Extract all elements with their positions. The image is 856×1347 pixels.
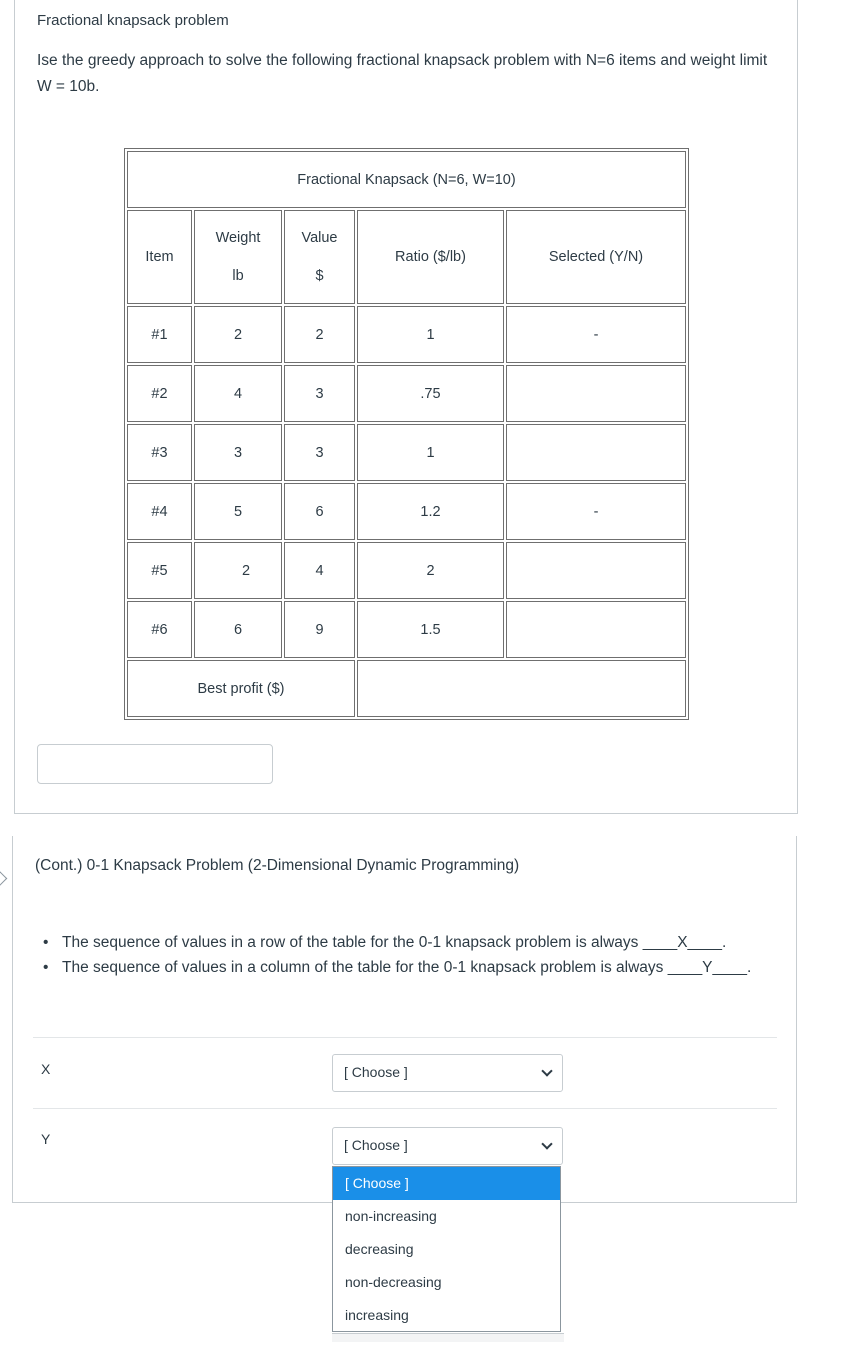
table-row xyxy=(127,483,686,540)
cell-item: #2 xyxy=(127,365,192,422)
best-profit-value xyxy=(357,660,686,717)
cell-item: #1 xyxy=(127,306,192,363)
cell-value: 3 xyxy=(284,424,355,481)
cell-value: 2 xyxy=(284,306,355,363)
cell-selected xyxy=(506,601,686,658)
cell-weight-text: 2 xyxy=(241,562,251,579)
question-description: Ise the greedy approach to solve the following fractional knapsack problem with N=6 items and weight limit W = 10b. xyxy=(37,52,768,95)
cell-weight: 5 xyxy=(194,483,282,540)
cell-ratio: 1.5 xyxy=(357,601,504,658)
cell-value: 3 xyxy=(284,365,355,422)
cell-item: #4 xyxy=(127,483,192,540)
statement-list xyxy=(35,930,765,980)
table-header-row xyxy=(127,210,686,304)
cell-ratio: 1.2 xyxy=(357,483,504,540)
divider xyxy=(33,1037,777,1038)
answer-input[interactable] xyxy=(37,744,273,784)
answer-label-y: Y xyxy=(41,1131,51,1147)
dropdown-option-choose[interactable]: [ Choose ] xyxy=(333,1167,560,1200)
cell-weight: 4 xyxy=(194,365,282,422)
header-value xyxy=(284,210,355,304)
question-fractional-knapsack xyxy=(14,0,798,814)
cell-item: #6 xyxy=(127,601,192,658)
cell-selected: - xyxy=(506,306,686,363)
statement-text: The sequence of values in a row of the table for the 0-1 knapsack problem is always xyxy=(62,934,643,951)
dropdown-shadow-edge xyxy=(332,1333,564,1342)
cell-selected xyxy=(506,365,686,422)
cell-weight xyxy=(194,542,282,599)
cell-value: 9 xyxy=(284,601,355,658)
cell-weight: 6 xyxy=(194,601,282,658)
cell-ratio: .75 xyxy=(357,365,504,422)
table-row xyxy=(127,424,686,481)
cell-selected xyxy=(506,424,686,481)
header-weight-label: Weight xyxy=(215,229,261,246)
select-x[interactable] xyxy=(332,1054,563,1092)
bullet-icon: • xyxy=(43,959,49,976)
cell-value: 6 xyxy=(284,483,355,540)
cell-selected xyxy=(506,542,686,599)
list-item xyxy=(35,930,765,955)
cell-item: #5 xyxy=(127,542,192,599)
dropdown-option-increasing[interactable]: increasing xyxy=(345,1307,409,1323)
header-weight-unit: lb xyxy=(232,267,244,284)
header-ratio: Ratio ($/lb) xyxy=(357,210,504,304)
select-y-dropdown xyxy=(332,1166,561,1332)
select-y[interactable] xyxy=(332,1127,563,1165)
header-value-unit: $ xyxy=(315,267,324,284)
blank-y: ____Y____. xyxy=(667,959,752,976)
chevron-down-icon xyxy=(541,1065,552,1076)
cell-value: 4 xyxy=(284,542,355,599)
table-row xyxy=(127,601,686,658)
chevron-right-icon[interactable] xyxy=(0,871,7,887)
select-y-value: [ Choose ] xyxy=(344,1137,408,1153)
cell-ratio: 1 xyxy=(357,424,504,481)
dropdown-option-non-decreasing[interactable]: non-decreasing xyxy=(345,1274,442,1290)
header-selected: Selected (Y/N) xyxy=(506,210,686,304)
cell-ratio: 1 xyxy=(357,306,504,363)
chevron-down-icon xyxy=(541,1138,552,1149)
dropdown-option-non-increasing[interactable]: non-increasing xyxy=(345,1208,437,1224)
divider xyxy=(33,1108,777,1109)
cell-item: #3 xyxy=(127,424,192,481)
list-item xyxy=(35,955,765,980)
question-01-knapsack xyxy=(12,836,797,1203)
header-item: Item xyxy=(127,210,192,304)
table-row xyxy=(127,365,686,422)
header-weight xyxy=(194,210,282,304)
statement-text: The sequence of values in a column of the table for the 0-1 knapsack problem is always xyxy=(62,959,668,976)
cell-ratio: 2 xyxy=(357,542,504,599)
select-x-value: [ Choose ] xyxy=(344,1064,408,1080)
best-profit-label: Best profit ($) xyxy=(127,660,355,717)
table-title: Fractional Knapsack (N=6, W=10) xyxy=(127,151,686,208)
blank-x: ____X____. xyxy=(642,934,727,951)
header-value-label: Value xyxy=(301,229,338,246)
bullet-icon: • xyxy=(43,934,49,951)
answer-label-x: X xyxy=(41,1061,51,1077)
table-row xyxy=(127,306,686,363)
cell-selected: - xyxy=(506,483,686,540)
cell-weight: 3 xyxy=(194,424,282,481)
table-row xyxy=(127,542,686,599)
best-profit-row xyxy=(127,660,686,717)
dropdown-option-decreasing[interactable]: decreasing xyxy=(345,1241,414,1257)
question-title: (Cont.) 0-1 Knapsack Problem (2-Dimensional Dynamic Programming) xyxy=(35,857,520,874)
cell-weight: 2 xyxy=(194,306,282,363)
fractional-knapsack-table xyxy=(124,148,689,720)
question-title: Fractional knapsack problem xyxy=(37,12,229,29)
